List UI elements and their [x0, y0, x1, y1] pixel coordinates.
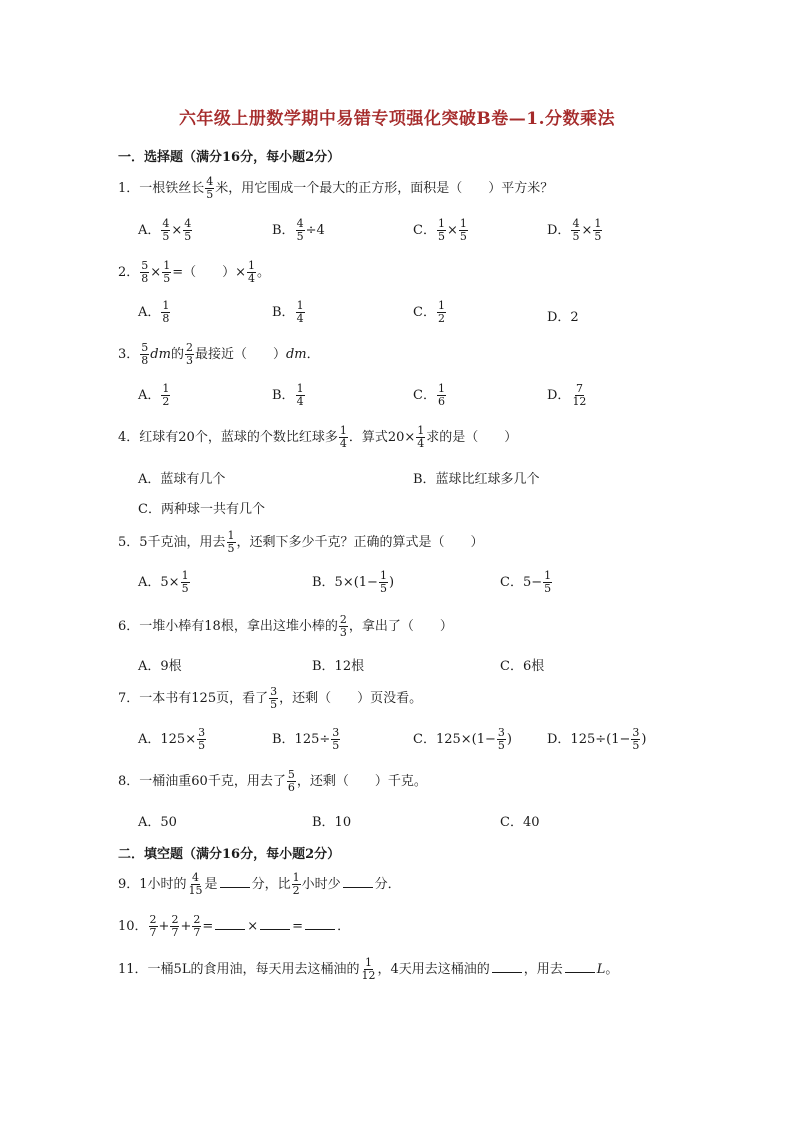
fraction: $\frac{4}{15}$ [188, 871, 203, 897]
option-b[interactable]: B．蓝球比红球多几个 [413, 472, 540, 487]
answer-blank[interactable] [260, 917, 290, 930]
fraction: $\frac{4}{5}$ [162, 217, 170, 243]
answer-blank[interactable] [305, 917, 335, 930]
question-11: 11．一桶5L的食用油，每天用去这桶油的 $\frac{1}{12}$ ，4天用去这桶油的 ，用去 L。 [118, 956, 619, 982]
option-a[interactable]: A．蓝球有几个 [138, 472, 226, 487]
fraction: $\frac{1}{5}$ [594, 217, 602, 243]
fraction: $\frac{1}{5}$ [544, 569, 552, 595]
answer-blank[interactable] [215, 917, 245, 930]
fraction: $\frac{1}{4}$ [339, 424, 347, 450]
option-c[interactable]: C．6根 [500, 659, 545, 674]
option-b[interactable]: B．10 [312, 815, 352, 830]
fraction: $\frac{2}{3}$ [185, 341, 193, 367]
page-title: 六年级上册数学期中易错专项强化突破B卷—1.分数乘法 [178, 109, 616, 129]
fraction: $\frac{3}{5}$ [332, 726, 340, 752]
fraction: $\frac{3}{5}$ [270, 685, 278, 711]
fraction: $\frac{1}{5}$ [379, 569, 387, 595]
option-b[interactable]: B． $\frac{1}{4}$ [272, 299, 304, 325]
fraction: $\frac{5}{8}$ [141, 341, 149, 367]
answer-blank[interactable] [492, 960, 522, 973]
answer-blank[interactable] [343, 875, 373, 888]
fraction: $\frac{5}{6}$ [287, 768, 295, 794]
option-b[interactable]: B． $\frac{1}{4}$ [272, 382, 304, 408]
fraction: $\frac{4}{5}$ [184, 217, 192, 243]
fraction: $\frac{1}{5}$ [227, 529, 235, 555]
answer-blank[interactable] [565, 960, 595, 973]
option-a[interactable]: A．125× $\frac{3}{5}$ [138, 726, 206, 752]
section-choice-heading: 一．选择题（满分16分，每小题2分） [118, 150, 341, 165]
fraction: $\frac{1}{4}$ [417, 424, 425, 450]
fraction: $\frac{1}{5}$ [181, 569, 189, 595]
fraction: $\frac{2}{7}$ [171, 913, 179, 939]
option-d[interactable]: D．2 [547, 310, 579, 325]
option-c[interactable]: C．125×(1− $\frac{3}{5}$ ) [413, 726, 512, 752]
option-b[interactable]: B． $\frac{4}{5}$ ÷4 [272, 217, 325, 243]
fraction: $\frac{4}{5}$ [572, 217, 580, 243]
fraction: $\frac{1}{4}$ [296, 382, 304, 408]
option-c[interactable]: C． $\frac{1}{5}$ × $\frac{1}{5}$ [413, 217, 467, 243]
option-a[interactable]: A．9根 [138, 659, 182, 674]
option-c[interactable]: C． $\frac{1}{2}$ [413, 299, 445, 325]
fraction: $\frac{1}{2}$ [292, 871, 300, 897]
option-c[interactable]: C． $\frac{1}{6}$ [413, 382, 445, 408]
fraction: $\frac{4}{5}$ [296, 217, 304, 243]
fraction: $\frac{1}{2}$ [162, 382, 170, 408]
fraction: $\frac{3}{5}$ [497, 726, 505, 752]
fraction: $\frac{2}{7}$ [149, 913, 157, 939]
question-3: 3． $\frac{5}{8}$ dm的 $\frac{2}{3}$ 最接近（ ）dm． [118, 341, 320, 367]
option-a[interactable]: A．50 [138, 815, 177, 830]
fraction: $\frac{1}{2}$ [437, 299, 445, 325]
fraction: $\frac{2}{7}$ [193, 913, 201, 939]
question-10: 10． $\frac{2}{7}$ + $\frac{2}{7}$ + $\frac{2}{7}$ = × = ． [118, 913, 351, 939]
fraction: $\frac{7}{12}$ [572, 382, 587, 408]
option-d[interactable]: D．125÷(1− $\frac{3}{5}$ ) [547, 726, 647, 752]
fraction: $\frac{1}{4}$ [247, 259, 255, 285]
option-a[interactable]: A． $\frac{4}{5}$ × $\frac{4}{5}$ [138, 217, 192, 243]
option-b[interactable]: B．5×(1− $\frac{1}{5}$ ) [312, 569, 395, 595]
option-a[interactable]: A．5× $\frac{1}{5}$ [138, 569, 189, 595]
section-fill-heading: 二．填空题（满分16分，每小题2分） [118, 847, 341, 862]
fraction: $\frac{1}{5}$ [437, 217, 445, 243]
option-c[interactable]: C．40 [500, 815, 540, 830]
question-6: 6．一堆小棒有18根，拿出这堆小棒的 $\frac{2}{3}$ ，拿出了（ ） [118, 613, 453, 639]
fraction: $\frac{2}{3}$ [339, 613, 347, 639]
fraction: $\frac{1}{6}$ [437, 382, 445, 408]
fraction: $\frac{4}{5}$ [206, 175, 214, 201]
fraction: $\frac{3}{5}$ [198, 726, 206, 752]
question-4: 4．红球有20个，蓝球的个数比红球多 $\frac{1}{4}$ ．算式20× $\frac{1}{4}$ 求的是（ ） [118, 424, 518, 450]
fraction: $\frac{1}{5}$ [163, 259, 171, 285]
option-a[interactable]: A． $\frac{1}{2}$ [138, 382, 170, 408]
question-2: 2． $\frac{5}{8}$ × $\frac{1}{5}$ =（ ）× $\frac{1}{4}$ 。 [118, 259, 270, 285]
option-b[interactable]: B．125÷ $\frac{3}{5}$ [272, 726, 340, 752]
question-5: 5．5千克油，用去 $\frac{1}{5}$ ，还剩下多少千克？正确的算式是（ ） [118, 529, 484, 555]
answer-blank[interactable] [220, 875, 250, 888]
fraction: $\frac{1}{4}$ [296, 299, 304, 325]
fraction: $\frac{5}{8}$ [141, 259, 149, 285]
option-b[interactable]: B．12根 [312, 659, 365, 674]
fraction: $\frac{3}{5}$ [632, 726, 640, 752]
fraction: $\frac{1}{8}$ [162, 299, 170, 325]
option-c[interactable]: C．两种球一共有几个 [138, 502, 265, 517]
option-d[interactable]: D． $\frac{7}{12}$ [547, 382, 587, 408]
option-c[interactable]: C．5− $\frac{1}{5}$ [500, 569, 552, 595]
option-d[interactable]: D． $\frac{4}{5}$ × $\frac{1}{5}$ [547, 217, 602, 243]
fraction: $\frac{1}{5}$ [459, 217, 467, 243]
question-8: 8．一桶油重60千克，用去了 $\frac{5}{6}$ ，还剩（ ）千克。 [118, 768, 427, 794]
fraction: $\frac{1}{12}$ [361, 956, 376, 982]
question-7: 7．一本书有125页，看了 $\frac{3}{5}$ ，还剩（ ）页没看。 [118, 685, 423, 711]
question-1: 1．一根铁丝长 $\frac{4}{5}$ 米，用它围成一个最大的正方形，面积是（ ）平方米？ [118, 175, 554, 201]
question-9: 9．1小时的 $\frac{4}{15}$ 是 分，比 $\frac{1}{2}$ 小时少 分． [118, 871, 401, 897]
option-a[interactable]: A． $\frac{1}{8}$ [138, 299, 170, 325]
